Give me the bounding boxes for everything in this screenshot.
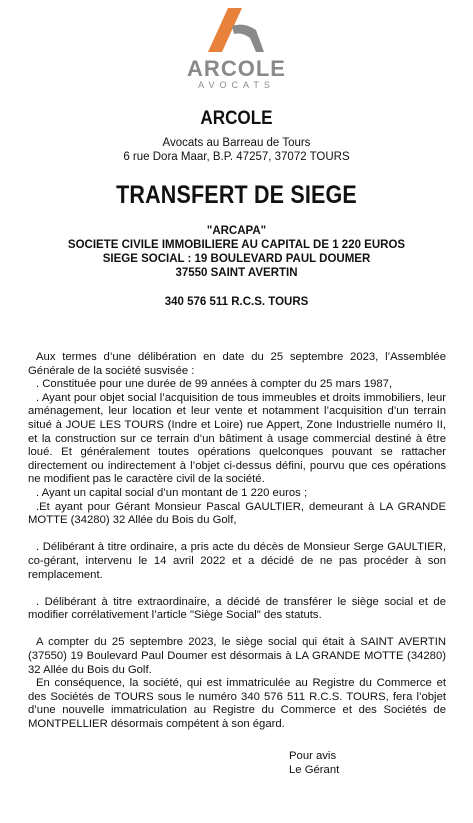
paragraph-ordinary: . Délibérant à titre ordinaire, a pris acte du décès de Monsieur Serge GAULTIER, co-gérant, intervenu le 14 avril 2022 et a décidé de ne pas procéder à son remplacement. bbox=[28, 541, 446, 581]
company-type: SOCIETE CIVILE IMMOBILIERE AU CAPITAL DE 1 220 EUROS bbox=[67, 239, 406, 251]
company-name: "ARCAPA" bbox=[206, 225, 267, 237]
signature-line2: Le Gérant bbox=[289, 764, 340, 776]
firm-bar-line: Avocats au Barreau de Tours bbox=[162, 137, 311, 149]
arcole-logo bbox=[0, 4, 473, 104]
paragraph-registration: En conséquence, la société, qui est immatriculée au Registre du Commerce et des Sociétés de TOURS sous le numéro 340 576 511 R.C.S. TOURS, fera l’objet d’une nouvelle immatriculation au Registre du Commerce et des Sociétés de MONTPELLIER désormais compétent à son égard. bbox=[28, 677, 446, 731]
notice-body bbox=[28, 351, 446, 732]
paragraph-extraordinary: . Délibérant à titre extraordinaire, a décidé de transférer le siège social et de modifier corrélativement l’article "Siège Social" des statuts. bbox=[28, 595, 446, 622]
firm-name: ARCOLE bbox=[200, 108, 273, 129]
logo-tagline: AVOCATS bbox=[198, 80, 275, 90]
paragraph-intro: Aux termes d’une délibération en date du 25 septembre 2023, l’Assemblée Générale de la société susvisée : bbox=[28, 351, 446, 377]
paragraph-manager: .Et ayant pour Gérant Monsieur Pascal GAULTIER, demeurant à LA GRANDE MOTTE (34280) 32 Allée du Bois du Golf, bbox=[28, 500, 446, 527]
paragraph-purpose: . Ayant pour objet social l’acquisition de tous immeubles et droits immobiliers, leur aménagement, leur location et leur vente et notamment l’acquisition d’un terrain situé à JOUE LES TOURS (Indre et Loire) rue Appert, Zone Industrielle numéro II, et la construction sur ce terrain d’un bâtiment à usage commercial destiné à être loué. Et généralement toutes opérations quelconques pouvant se rattacher directement ou indirectement à l’objet ci-dessus défini, pourvu que ces opérations ne modifient pas le caractère civil de la société. bbox=[28, 391, 446, 486]
company-address-line1: SIEGE SOCIAL : 19 BOULEVARD PAUL DOUMER bbox=[102, 253, 371, 265]
company-rcs: 340 576 511 R.C.S. TOURS bbox=[164, 296, 309, 308]
paragraph-capital: . Ayant un capital social d’un montant de 1 220 euros ; bbox=[36, 486, 308, 499]
paragraph-transfer: A compter du 25 septembre 2023, le siège social qui était à SAINT AVERTIN (37550) 19 Boulevard Paul Doumer est désormais à LA GRANDE MOTTE (34280) 32 Allée du Bois du Golf. bbox=[28, 636, 446, 676]
signature-line1: Pour avis bbox=[289, 750, 337, 762]
company-address-line2: 37550 SAINT AVERTIN bbox=[175, 267, 298, 279]
notice-title: TRANSFERT DE SIEGE bbox=[116, 181, 357, 209]
logo-wordmark: ARCOLE bbox=[187, 56, 286, 81]
signature-block bbox=[289, 749, 339, 777]
paragraph-duration: . Constituée pour une durée de 99 années à compter du 25 mars 1987, bbox=[36, 378, 393, 391]
arcole-arch-icon bbox=[196, 4, 276, 54]
firm-address: 6 rue Dora Maar, B.P. 47257, 37072 TOURS bbox=[123, 151, 350, 163]
